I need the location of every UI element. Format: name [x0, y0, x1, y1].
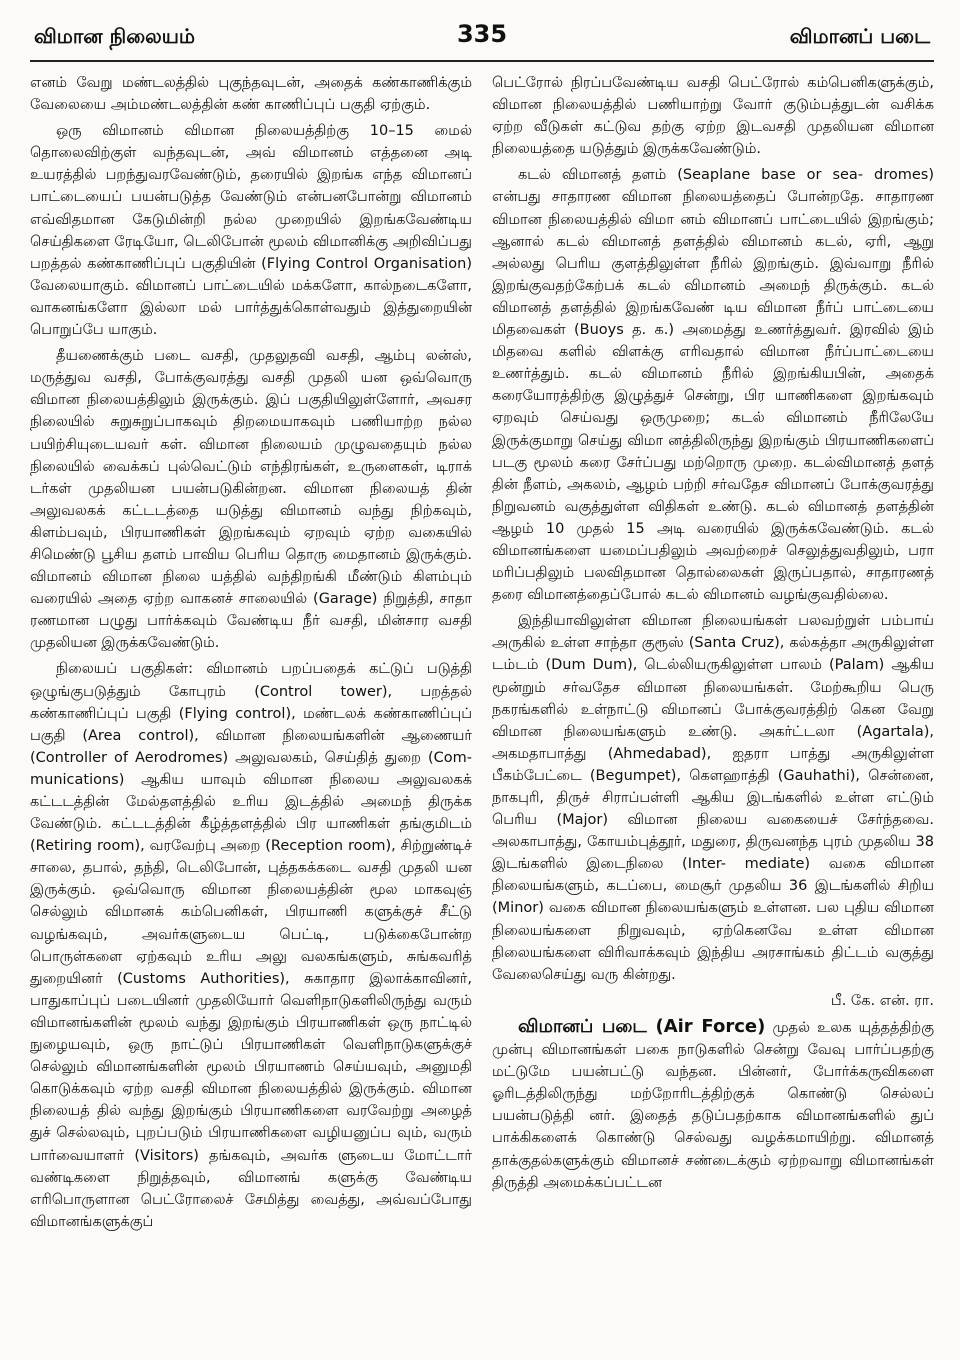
paragraph: பெட்ரோல் நிரப்பவேண்டிய வசதி பெட்ரோல் கம்பெனிகளுக்கும், விமான நிலையத்தில் பணியாற்று வோர் குடும்பத்துடன் வசிக்க ஏற்ற வீடுகள் கட்டுவ தற்கு ஏற்ற இடவசதி முதலியன விமான நிலையத்தை யடுத்தும் இருக்கவேண்டும்.: [492, 75, 934, 158]
section-heading: விமானப் படை (Air Force): [518, 1015, 766, 1037]
paragraph: ஒரு விமானம் விமான நிலையத்திற்கு 10–15 மைல் தொலைவிற்குள் வந்தவுடன், அவ் விமானம் எத்தனை அடி உயரத்தில் பறந்துவரவேண்டும், தரையில் இறங்க எந்த விமானப் பாட்டையைப் பயன்படுத்த வேண்டும் என்பனபோன்று விமானம் எவ்விதமான கேடுமின்றி நல்ல முறையில் இறங்கவேண்டிய செய்திகளை ரேடியோ, டெலிபோன் மூலம் விமானிக்கு அறிவிப்பது பறத்தல் கண்காணிப்புப் பகுதியின் (Flying Control Organisation) வேலையாகும். விமானப் பாட்டையில் மக்களோ, கால்நடைகளோ, வாகனங்களோ இல்லா மல் பார்த்துக்கொள்வதும் இத்துறையின் பொறுப்பே யாகும்.: [30, 123, 472, 339]
running-head-right: விமானப் படை: [789, 24, 930, 48]
left-column: [30, 72, 472, 1354]
author-signature: பீ. கே. என். ரா.: [830, 992, 934, 1009]
page-header: [30, 18, 934, 62]
paragraph: தீயணைக்கும் படை வசதி, முதலுதவி வசதி, ஆம்பு லன்ஸ், மருத்துவ வசதி, போக்குவரத்து வசதி முதலி யன ஒவ்வொரு விமான நிலையத்திலும் இருக்கும். இப் பகுதியிலுள்ளோர், அவசர நிலையில் சுறுசுறுப்பாகவும் திறமையாகவும் பணியாற்ற நல்ல பயிற்சியுடையவர் கள். விமான நிலையம் முழுவதையும் நல்ல நிலையில் வைக்கப் புல்வெட்டும் எந்திரங்கள், உருளைகள், டிராக் டர்கள் முதலியன பயன்படுகின்றன. விமான நிலையத் தின் அலுவலகக் கட்டடத்தை யடுத்து விமானம் வந்து நிற்கவும், கிளம்பவும், பிரயாணிகள் இறங்கவும் ஏறவும் ஏற்ற வகையில் சிமெண்டு பூசிய தளம் பாவிய பெரிய தொரு மைதானம் இருக்கும். விமானம் விமான நிலை யத்தில் வந்திறங்கி மீண்டும் கிளம்பும் வரையில் அதை ஏற்ற வாகனச் சாலையில் (Garage) நிறுத்தி, சாதா ரணமான பழுது பார்க்கவும் வேண்டிய நீர் வசதி, மின்சார வசதி முதலியன இருக்கவேண்டும்.: [30, 348, 472, 652]
paragraph: எனம் வேறு மண்டலத்தில் புகுந்தவுடன், அதைக் கண்காணிக்கும் வேலையை அம்மண்டலத்தின் கண் காணிப்புப் பகுதி ஏற்கும்.: [30, 75, 472, 114]
paragraph: கடல் விமானத் தளம் (Seaplane base or sea- dromes) என்பது சாதாரண விமான நிலையத்தைப் போன்றதே. சாதாரண விமான நிலையத்தில் விமா னம் விமானப் பாட்டையில் இறங்கும்; ஆனால் கடல் விமானத் தளத்தில் விமானம் கடல், ஏரி, ஆறு அல்லது பெரிய குளத்திலுள்ள நீரில் இறங்கும். இவ்வாறு நீரில் இறங்குவதற்கேற்பக் கடல் விமானம் அமைந் திருக்கும். கடல் விமானத் தளத்தில் இறங்கவேண் டிய விமான நீர்ப் பாட்டையை மிதவைகள் (Buoys த. க.) அமைத்து உணர்த்துவர். இரவில் இம் மிதவை களில் விளக்கு எரிவதால் விமான நீர்ப்பாட்டையை உணர்த்தும். கடல் விமானம் நீரில் இறங்கியபின், அதைக் கரையோரத்திற்கு இழுத்துச் சென்று, பிர யாணிகளை இறங்கவும் ஏறவும் செய்வது ஒருமுறை; கடல் விமானம் நீரிலேயே இருக்குமாறு செய்து விமா னத்திலிருந்து இறங்கும் பிரயாணிகளைப் படகு மூலம் கரை சேர்ப்பது மற்றொரு முறை. கடல்விமானத் தளத் தின் நீளம், அகலம், ஆழம் பற்றி சர்வதேச விமானப் போக்குவரத்து நிறுவனம் வகுத்துள்ள விதிகள் உண்டு. கடல் விமானத் தளத்தின் ஆழம் 10 முதல் 15 அடி வரையில் இருக்கவேண்டும். கடல் விமானங்களை யமைப்பதிலும் அவற்றைச் செலுத்துவதிலும், பரா மரிப்பதிலும் பலவிதமான தொல்லைகள் இருப்பதால், சாதாரணத் தரை விமானத்தைப்போல் கடல் விமானம் வழங்குவதில்லை.: [492, 167, 934, 604]
right-column: [492, 72, 934, 1354]
page-number: 335: [456, 20, 508, 48]
section-text: முதல் உலக யுத்தத்திற்கு முன்பு விமானங்கள் பகை நாடுகளில் சென்று வேவு பார்ப்பதற்கு மட்டுமே பயன்பட்டு வந்தன. பின்னர், போர்க்கருவிகளை ஓரிடத்திலிருந்து மற்றோரிடத்திற்குக் கொண்டு செல்லப் பயன்படுத்தி னர். இதைத் தடுப்பதற்காக விமானங்களில் துப் பாக்கிகளைக் கொண்டு செல்வது வழக்கமாயிற்று. விமானத் தாக்குதல்களுக்கும் விமானச் சண்டைக்கும் ஏற்றவாறு விமானங்கள் திருத்தி அமைக்கப்பட்டன: [492, 1019, 934, 1191]
section-paragraph: [492, 1016, 934, 1194]
paragraph: இந்தியாவிலுள்ள விமான நிலையங்கள் பலவற்றுள் பம்பாய் அருகில் உள்ள சாந்தா குரூஸ் (Santa Cruz), கல்கத்தா அருகிலுள்ள டம்டம் (Dum Dum), டெல்லியருகிலுள்ள பாலம் (Palam) ஆகிய மூன்றும் சர்வதேச விமான நிலையங்கள். மேற்கூறிய பெரு நகரங்களில் உள்நாட்டு விமானப் போக்குவரத்திற் கென வேறு விமான நிலையங்களும் உண்டு. அகர்ட்டலா (Agartala), அகமதாபாத்து (Ahmedabad), ஐதரா பாத்து அருகிலுள்ள பீகம்பேட்டை (Begumpet), கௌஹாத்தி (Gauhathi), சென்னை, நாகபுரி, திருச் சிராப்பள்ளி ஆகிய இடங்களில் உள்ள எட்டும் பெரிய (Major) விமான நிலைய வகையைச் சேர்ந்தவை. அலகாபாத்து, கோயம்புத்தூர், மதுரை, திருவனந்த புரம் முதலிய 38 இடங்களில் இடைநிலை (Inter- mediate) வகை விமான நிலையங்களும், கடப்பை, மைசூர் முதலிய 36 இடங்களில் சிறிய (Minor) வகை விமான நிலையங்களும் உள்ளன. பல புதிய விமான நிலையங்களை நிறுவவும், ஏற்கெனவே உள்ள விமான நிலையங்களை விரிவாக்கவும் இந்திய அரசாங்கம் திட்டம் வகுத்து வேலைசெய்து வரு கின்றது.: [492, 613, 934, 983]
paragraph: நிலையப் பகுதிகள்: விமானம் பறப்பதைக் கட்டுப் படுத்தி ஒழுங்குபடுத்தும் கோபுரம் (Control tower), பறத்தல் கண்காணிப்புப் பகுதி (Flying control), மண்டலக் கண்காணிப்புப் பகுதி (Area control), விமான நிலையங்களின் ஆணையர் (Controller of Aerodromes) அலுவலகம், செய்தித் துறை (Com- munications) ஆகிய யாவும் விமான நிலைய அலுவலகக் கட்டடத்தின் மேல்தளத்தில் உரிய இடத்தில் அமைந் திருக்க வேண்டும். கட்டடத்தின் கீழ்த்தளத்தில் பிர யாணிகள் தங்குமிடம் (Retiring room), வரவேற்பு அறை (Reception room), சிற்றுண்டிச் சாலை, தபால், தந்தி, டெலிபோன், புத்தகக்கடை வசதி முதலி யன இருக்கும். ஒவ்வொரு விமான நிலையத்தின் மூல மாகவுஞ் செல்லும் விமானக் கம்பெனிகள், பிரயாணி களுக்குச் சீட்டு வழங்கவும், அவர்களுடைய பெட்டி, படுக்கைபோன்ற பொருள்களை ஏற்கவும் உரிய அலு வலகங்களும், சுங்கவரித் துறையினர் (Customs Authorities), சுகாதார இலாக்காவினர், பாதுகாப்புப் படையினர் முதலியோர் வெளிநாடுகளிலிருந்து வரும் விமானங்களின் மூலம் வந்து இறங்கும் பிரயாணிகள் ஒரு நாட்டில் நுழையவும், ஒரு நாட்டுப் பிரயாணிகள் வெளிநாடுகளுக்குச் செல்லும் விமானங்களின் மூலம் பிரயாணம் செய்யவும், அனுமதி கொடுக்கவும் ஏற்ற வசதி விமான நிலையத்தில் இருக்கும். விமான நிலையத் தில் வந்து இறங்கும் பிரயாணிகளை வரவேற்று அழைத் துச் செல்லவும், புறப்படும் பிரயாணிகளை வழியனுப்ப வும், வரும் பார்வையாளர் (Visitors) தங்கவும், அவர்க ளுடைய மோட்டார் வண்டிகளை நிறுத்தவும், விமானங் களுக்கு வேண்டிய எரிபொருளான பெட்ரோலைச் சேமித்து வைத்து, அவ்வப்போது விமானங்களுக்குப்: [30, 661, 472, 1230]
text-columns: [30, 72, 934, 1354]
running-head-left: விமான நிலையம்: [34, 24, 195, 48]
